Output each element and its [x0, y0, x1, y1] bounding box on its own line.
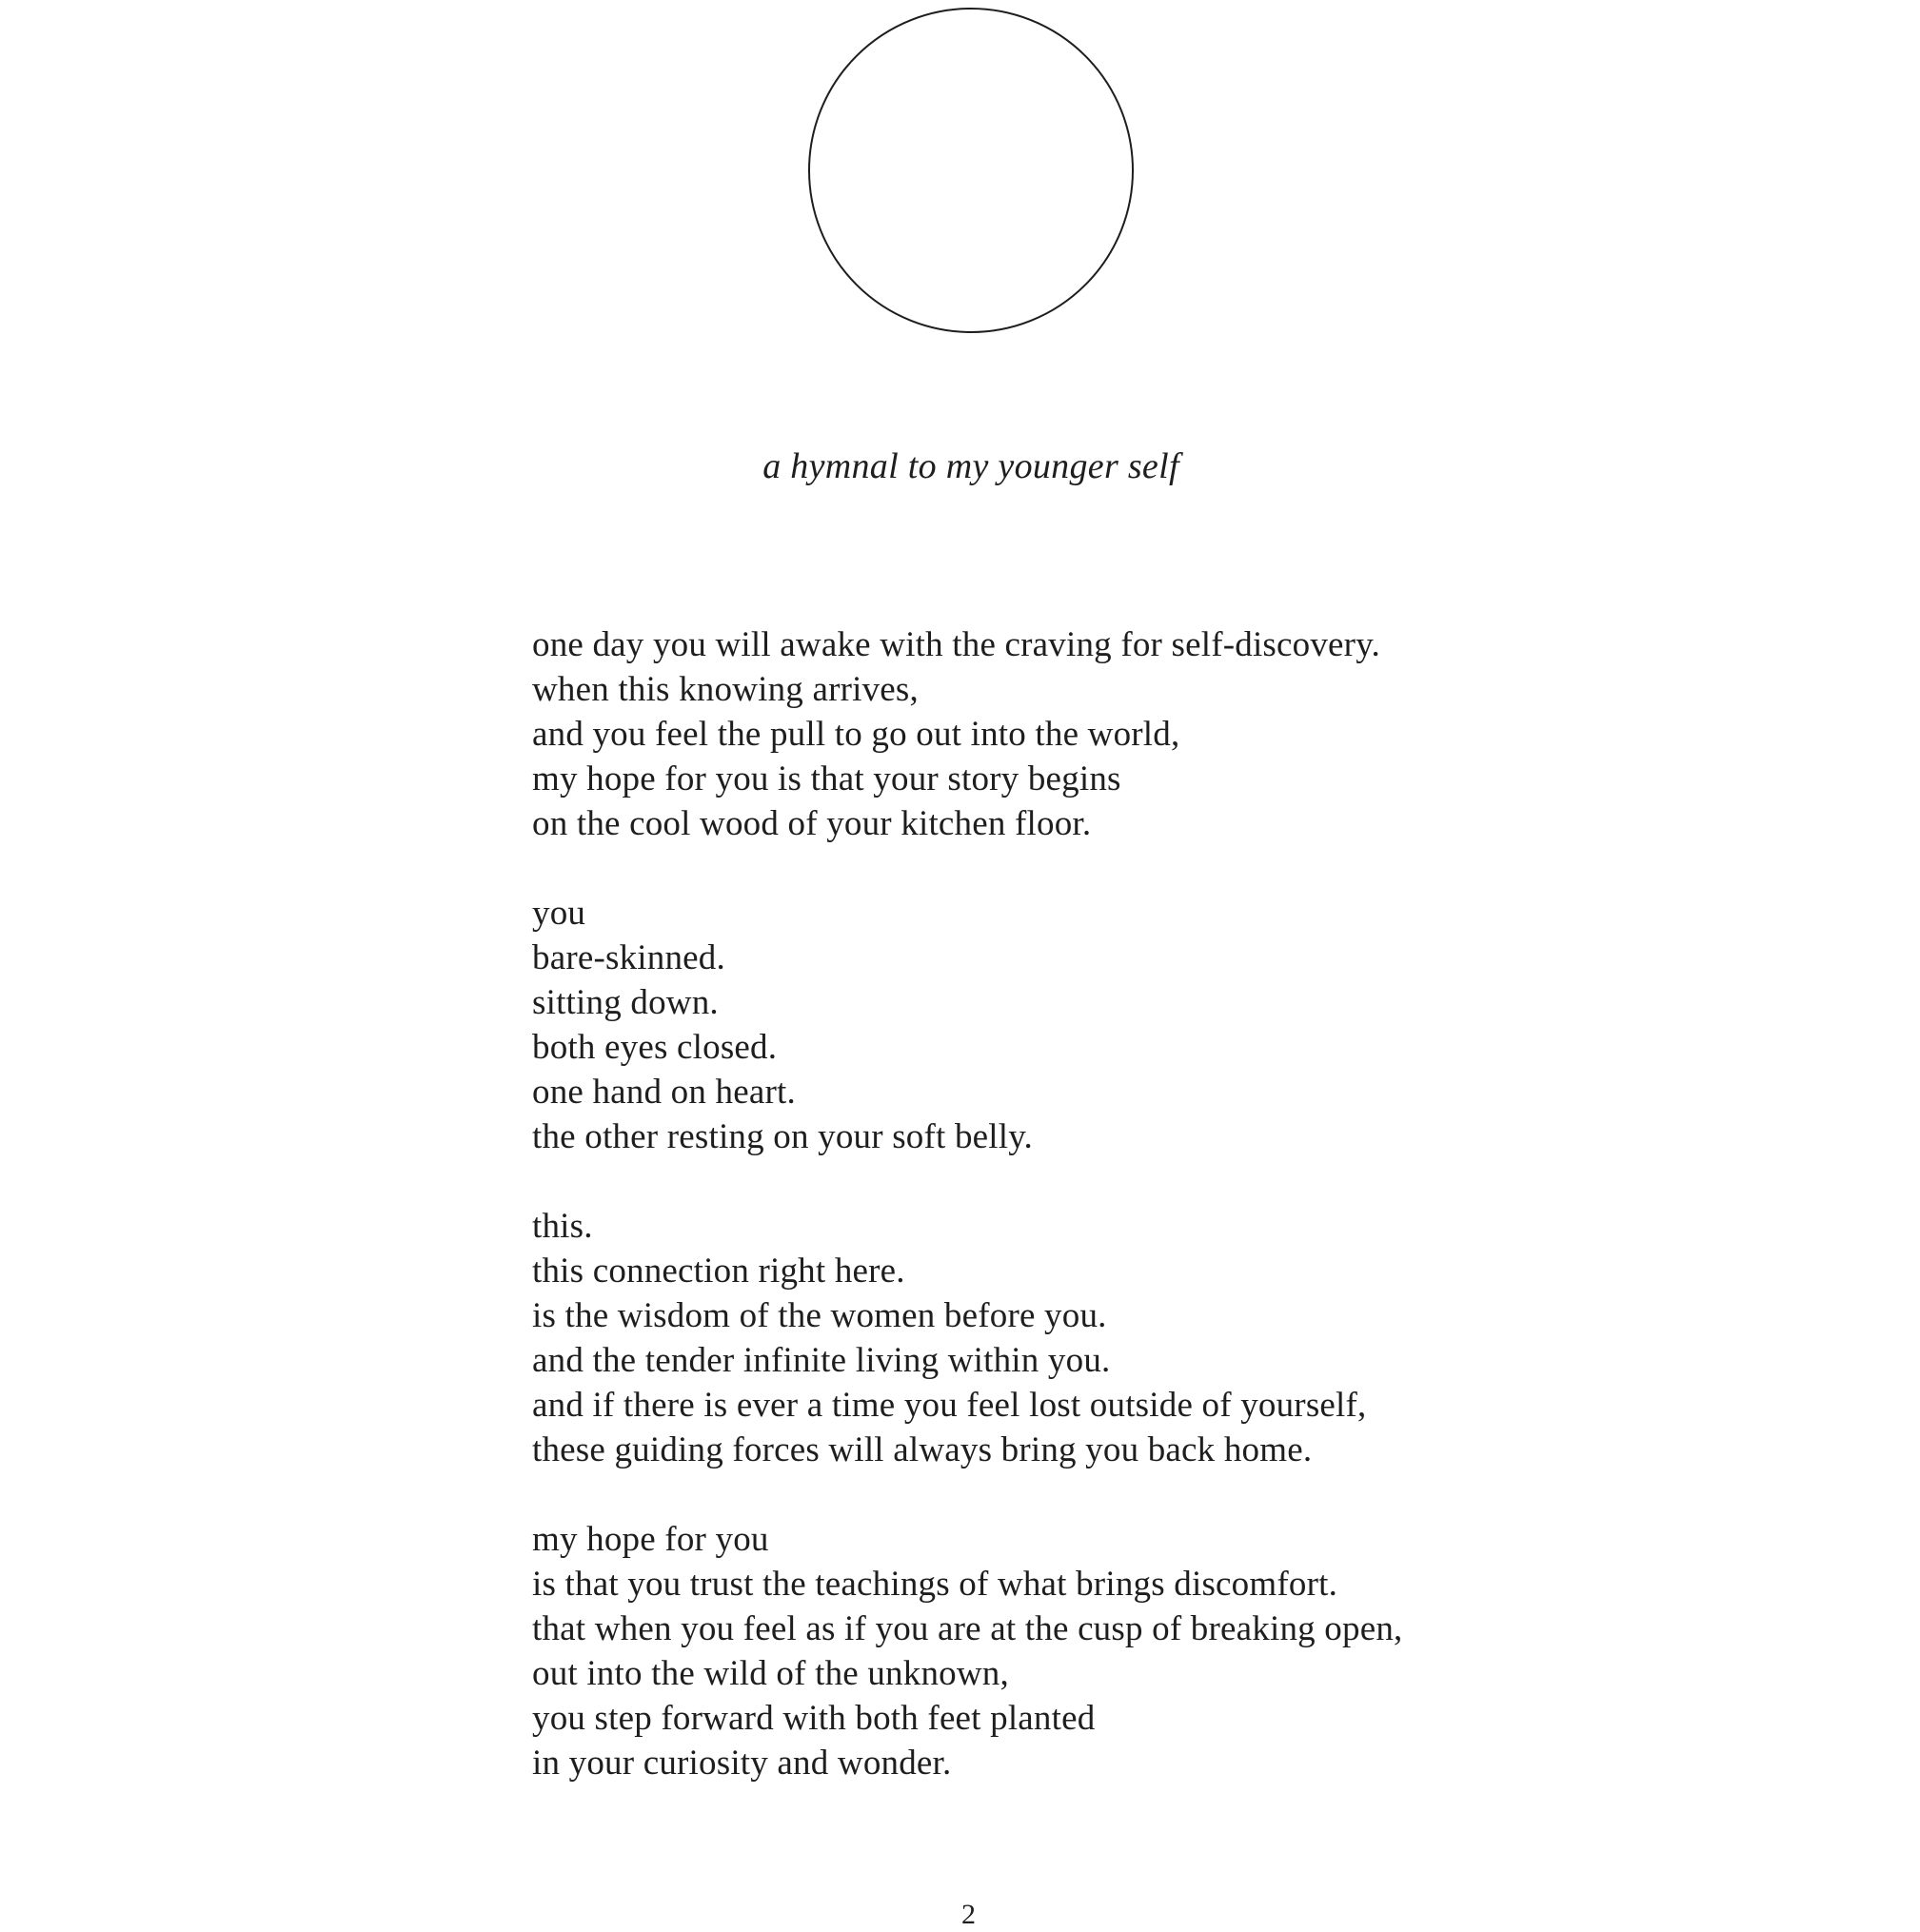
- stanza-2: [532, 891, 1484, 1159]
- poem-line: in your curiosity and wonder.: [532, 1744, 952, 1783]
- poem-line: one day you will awake with the craving for self-discovery.: [532, 625, 1380, 664]
- poem-line: this connection right here.: [532, 1252, 905, 1291]
- poem-line: this.: [532, 1207, 593, 1246]
- poem-body: [532, 622, 1484, 1785]
- poem-title: a hymnal to my younger self: [762, 446, 1179, 486]
- poem-line: sitting down.: [532, 983, 719, 1022]
- poem-line: one hand on heart.: [532, 1073, 796, 1112]
- stanza-4: [532, 1517, 1484, 1785]
- poem-line: the other resting on your soft belly.: [532, 1117, 1033, 1156]
- poem-line: when this knowing arrives,: [532, 670, 919, 709]
- poem-line: you step forward with both feet planted: [532, 1699, 1096, 1738]
- poem-line: is the wisdom of the women before you.: [532, 1296, 1107, 1335]
- poem-line: both eyes closed.: [532, 1028, 778, 1067]
- poem-line: my hope for you is that your story begins: [532, 759, 1121, 798]
- poem-line: on the cool wood of your kitchen floor.: [532, 804, 1092, 843]
- poem-line: my hope for you: [532, 1520, 769, 1559]
- poem-line: and if there is ever a time you feel lost outside of yourself,: [532, 1386, 1367, 1425]
- poem-line: is that you trust the teachings of what brings discomfort.: [532, 1565, 1338, 1604]
- circle-illustration: [808, 8, 1134, 333]
- poem-line: out into the wild of the unknown,: [532, 1654, 1009, 1693]
- poem-line: bare-skinned.: [532, 938, 725, 977]
- poem-line: that when you feel as if you are at the cusp of breaking open,: [532, 1609, 1403, 1648]
- stanza-3: [532, 1204, 1484, 1472]
- stanza-1: [532, 622, 1484, 846]
- poem-line: and you feel the pull to go out into the world,: [532, 715, 1180, 754]
- poem-line: you: [532, 894, 586, 933]
- page-number: 2: [961, 1899, 976, 1930]
- poem-line: and the tender infinite living within you.: [532, 1341, 1111, 1380]
- poem-line: these guiding forces will always bring you back home.: [532, 1430, 1313, 1469]
